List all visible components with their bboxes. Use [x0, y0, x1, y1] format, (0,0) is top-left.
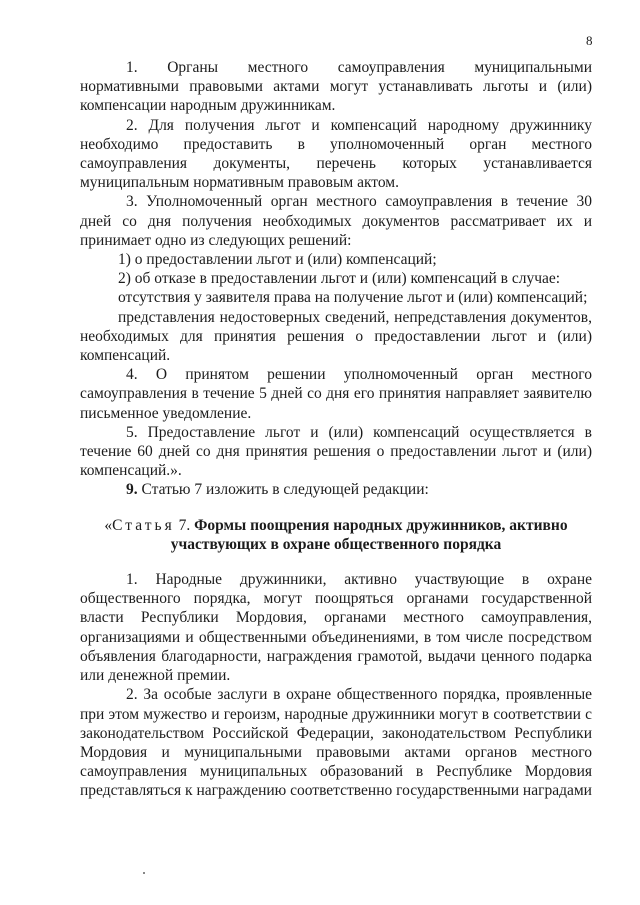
article-number: 7. [178, 516, 191, 534]
page-number: 8 [586, 33, 593, 48]
paragraph-3-item-2-case-b: представления недостоверных сведений, непредставления документов, необходимых для принятия решения о предоставлении льгот и (или) компенсаций. [80, 308, 592, 365]
paragraph-9-text: Статью 7 изложить в следующей редакции: [141, 481, 429, 499]
paragraph-3-item-2-case-a: отсутствия у заявителя права на получение льгот и (или) компенсаций; [118, 289, 588, 307]
article-7-heading [80, 516, 592, 554]
paragraph-5: 5. Предоставление льгот и (или) компенсаций осуществляется в течение 60 дней со дня принятия решения о предоставлении льгот и (или) компенсаций.». [80, 423, 592, 480]
article-title: Формы поощрения народных дружинников, активно участвующих в охране общественного порядка [170, 516, 568, 553]
paragraph-9-number: 9. [126, 481, 138, 499]
quote-open: « [104, 516, 113, 534]
paragraph-4: 4. О принятом решении уполномоченный орган местного самоуправления в течение 5 дней со дня его принятия направляет заявителю письменное уведомление. [80, 366, 592, 422]
paragraph-3-item-1: 1) о предоставлении льгот и (или) компенсаций; [118, 251, 437, 269]
paragraph-9 [80, 480, 592, 499]
article-7-paragraph-2: 2. За особые заслуги в охране общественного порядка, проявленные при этом мужество и героизм, народные дружинники могут в соответствии с законодательством Российской Федерации, законодательством Республики Мордовия и муниципальными правовыми актами органов местного самоуправления муниципальных образований в Республике Мордовия представляться к награждению соответственно государственными наградами [80, 686, 592, 800]
article-word: Статья [112, 516, 175, 534]
paragraph-3-item-2: 2) об отказе в предоставлении льгот и (или) компенсаций в случае: [118, 270, 561, 288]
paragraph-1: 1. Органы местного самоуправления муниципальными нормативными правовыми актами могут устанавливать льготы и (или) компенсации народным дружинникам. [80, 59, 592, 115]
paragraph-2: 2. Для получения льгот и компенсаций народному дружиннику необходимо предоставить в уполномоченный орган местного самоуправления документы, перечень которых устанавливается муниципальным нормативным правовым актом. [80, 116, 592, 192]
scan-speck [143, 872, 145, 874]
paragraph-3: 3. Уполномоченный орган местного самоуправления в течение 30 дней со дня получения необходимых документов рассматривает их и принимает одно из следующих решений: [80, 193, 592, 249]
document-body [80, 58, 592, 801]
article-7-paragraph-1: 1. Народные дружинники, активно участвующие в охране общественного порядка, могут поощряться органами государственной власти Республики Мордовия, органами местного самоуправления, организациями и общественными объединениями, в том числе посредством объявления благодарности, награждения грамотой, выдачи ценного подарка или денежной премии. [80, 571, 592, 685]
